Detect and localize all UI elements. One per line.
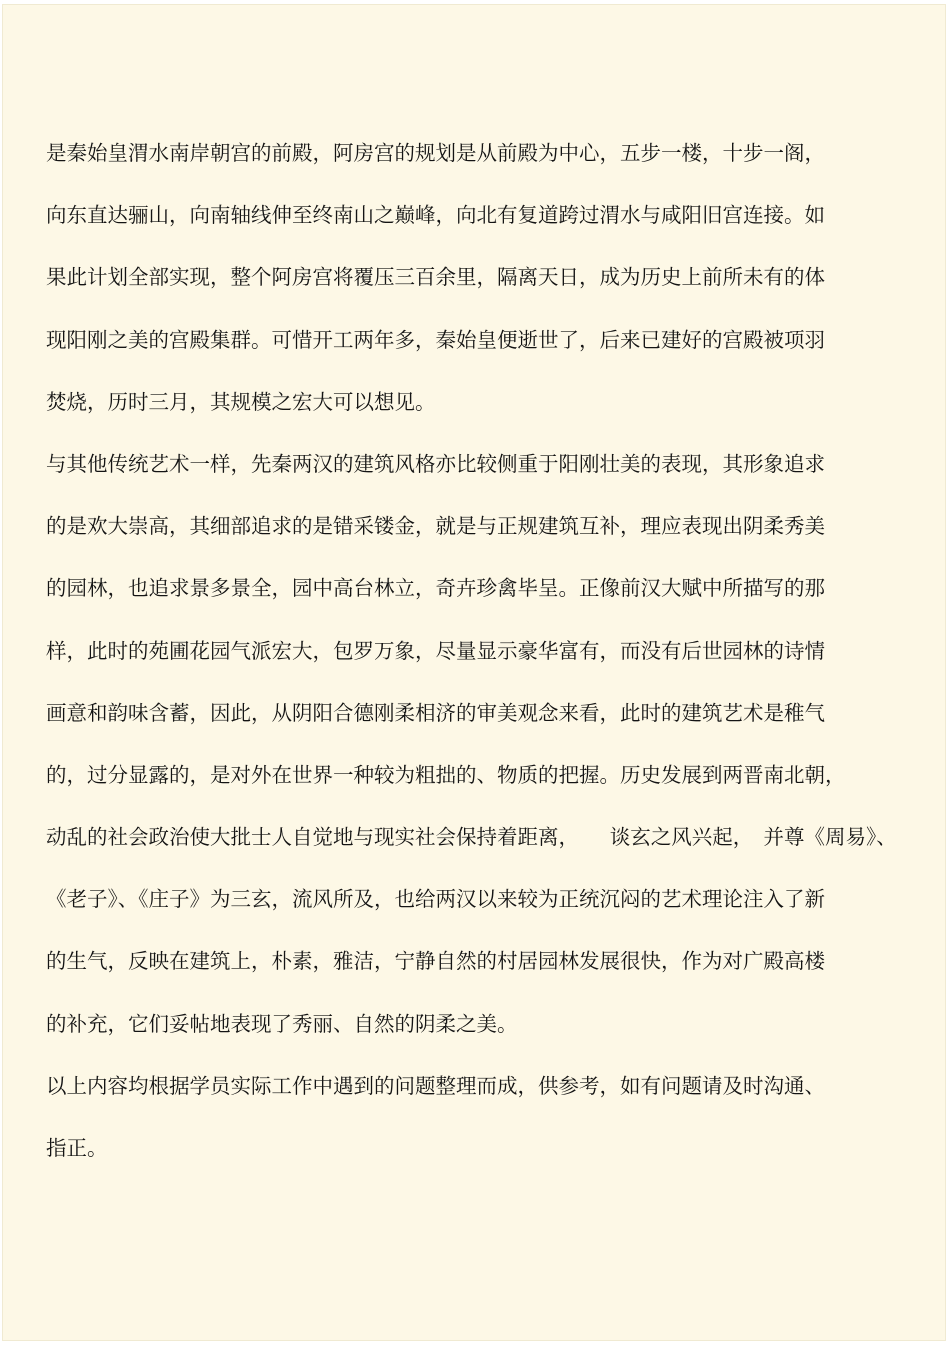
text-line-2: 向东直达骊山，向南轴线伸至终南山之巅峰，向北有复道跨过渭水与咸阳旧宫连接。如 xyxy=(46,203,825,228)
text-line-8: 的园林，也追求景多景全，园中高台林立，奇卉珍禽毕呈。正像前汉大赋中所描写的那 xyxy=(46,576,825,601)
text-line-10: 画意和韵味含蓄，因此，从阴阳合德刚柔相济的审美观念来看，此时的建筑艺术是稚气 xyxy=(46,700,825,725)
text-line-4: 现阳刚之美的宫殿集群。可惜开工两年多，秦始皇便逝世了，后来已建好的宫殿被项羽 xyxy=(46,327,825,352)
text-line-15: 的补充，它们妥帖地表现了秀丽、自然的阴柔之美。 xyxy=(46,1011,518,1036)
text-line-7: 的是欢大崇高，其细部追求的是错采镂金，就是与正规建筑互补，理应表现出阴柔秀美 xyxy=(46,514,825,539)
body-text xyxy=(46,122,926,1179)
text-line-1: 是秦始皇渭水南岸朝宫的前殿，阿房宫的规划是从前殿为中心，五步一楼，十步一阁， xyxy=(46,141,825,165)
text-line-11: 的，过分显露的，是对外在世界一种较为粗拙的、物质的把握。历史发展到两晋南北朝， xyxy=(46,762,846,787)
text-line-12: 动乱的社会政治使大批士人自觉地与现实社会保持着距离， 谈玄之风兴起， 并尊《周易》、 xyxy=(46,825,897,850)
document-page xyxy=(2,4,946,1341)
text-line-3: 果此计划全部实现，整个阿房宫将覆压三百余里，隔离天日，成为历史上前所未有的体 xyxy=(46,265,825,290)
text-line-5: 焚烧，历时三月，其规模之宏大可以想见。 xyxy=(46,389,436,414)
text-line-16: 以上内容均根据学员实际工作中遇到的问题整理而成，供参考，如有问题请及时沟通、 xyxy=(46,1073,825,1098)
text-line-14: 的生气，反映在建筑上，朴素，雅洁，宁静自然的村居园林发展很快，作为对广殿高楼 xyxy=(46,949,825,974)
text-line-9: 样，此时的苑圃花园气派宏大，包罗万象，尽量显示豪华富有，而没有后世园林的诗情 xyxy=(46,638,825,663)
text-line-17: 指正。 xyxy=(46,1136,108,1160)
text-line-13: 《老子》、《庄子》为三玄，流风所及，也给两汉以来较为正统沉闷的艺术理论注入了新 xyxy=(46,887,825,912)
text-line-6: 与其他传统艺术一样，先秦两汉的建筑风格亦比较侧重于阳刚壮美的表现，其形象追求 xyxy=(46,451,825,476)
